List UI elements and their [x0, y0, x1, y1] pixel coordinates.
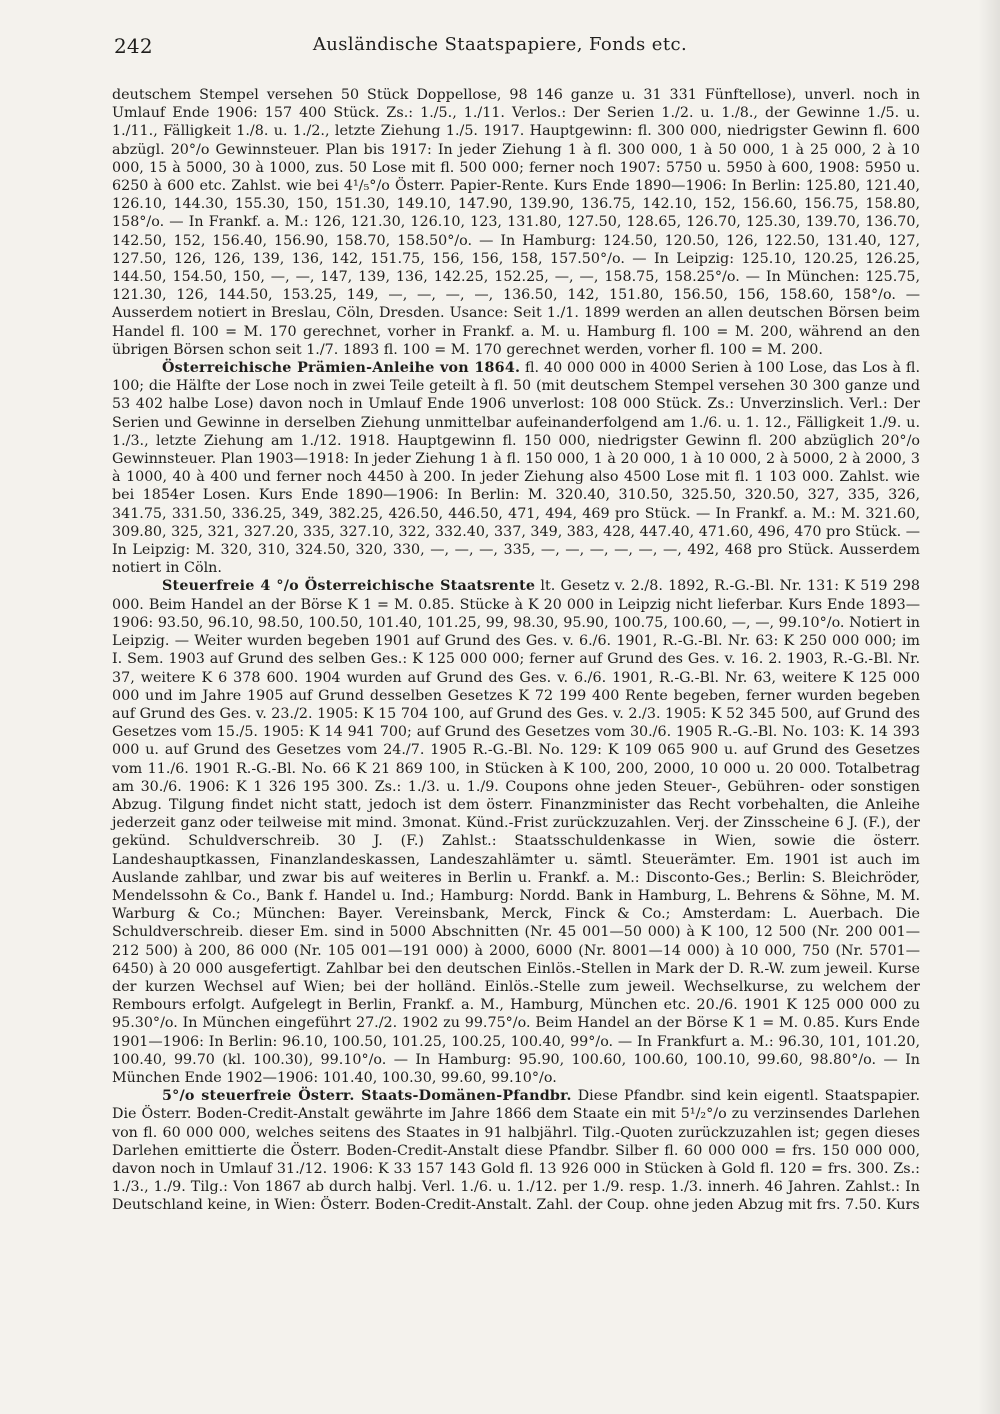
continued-paragraph [112, 86, 920, 359]
entry-text: Diese Pfandbr. sind kein eigentl. Staatspapier. Die Österr. Boden-Credit-Anstalt gewährte im Jahre 1866 dem Staate ein mit 5¹/₂°/o zu verzinsendes Darlehen von fl. 60 000 000, welches seitens des Staates in 91 halbjährl. Tilg.-Quoten zurückzuzahlen ist; gegen dieses Darlehen emittierte die Österr. Boden-Credit-Anstalt diese Pfandbr. Silber fl. 60 000 000 = frs. 150 000 000, davon noch in Umlauf 31./12. 1906: K 33 157 143 Gold fl. 13 926 000 in Stücken à Gold fl. 120 = frs. 300. Zs.: 1./3., 1./9. Tilg.: Von 1867 ab durch halbj. Verl. 1./6. u. 1./12. per 1./9. resp. 1./3. innerh. 46 Jahren. Zahlst.: In Deutschland keine, in Wien: Österr. Boden-Credit-Anstalt. Zahl. der Coup. ohne jeden Abzug mit frs. 7.50. Kurs [112, 1088, 920, 1214]
entry-heading: Steuerfreie 4 °/o Österreichische Staatsrente [162, 578, 536, 595]
paragraph-text: deutschem Stempel versehen 50 Stück Doppellose, 98 146 ganze u. 31 331 Fünftellose), unverl. noch in Umlauf Ende 1906: 157 400 Stück. Zs.: 1./5., 1./11. Verlos.: Der Serien 1./2. u. 1./8., der Gewinne 1./5. u. 1./11., Fälligkeit 1./8. u. 1./2., letzte Ziehung 1./5. 1917. Hauptgewinn: fl. 300 000, niedrigster Gewinn fl. 600 abzügl. 20°/o Gewinnsteuer. Plan bis 1917: In jeder Ziehung 1 à fl. 300 000, 1 à 50 000, 1 à 25 000, 2 à 10 000, 15 à 5000, 30 à 1000, zus. 50 Lose mit fl. 500 000; ferner noch 1907: 5750 u. 5950 à 600, 1908: 5950 u. 6250 à 600 etc. Zahlst. wie bei 4¹/₅°/o Österr. Papier-Rente. Kurs Ende 1890—1906: In Berlin: 125.80, 121.40, 126.10, 144.30, 155.30, 150, 151.30, 149.10, 147.90, 139.90, 136.75, 142.10, 152, 156.60, 156.75, 158.80, 158°/o. — In Frankf. a. M.: 126, 121.30, 126.10, 123, 131.80, 127.50, 128.65, 126.70, 125.30, 139.70, 136.70, 142.50, 152, 156.40, 156.90, 158.70, 158.50°/o. — In Hamburg: 124.50, 120.50, 126, 122.50, 131.40, 127, 127.50, 126, 126, 139, 136, 142, 151.75, 156, 156, 158, 157.50°/o. — In Leipzig: 125.10, 120.25, 126.25, 144.50, 154.50, 150, —, —, 147, 139, 136, 142.25, 152.25, —, —, 158.75, 158.25°/o. — In München: 125.75, 121.30, 126, 144.50, 153.25, 149, —, —, —, —, 136.50, 142, 151.80, 156.50, 156, 158.60, 158°/o. — Ausserdem notiert in Breslau, Cöln, Dresden. Usance: Seit 1./1. 1899 werden an allen deutschen Börsen beim Handel fl. 100 = M. 170 gerechnet, vorher in Frankf. a. M. u. Hamburg fl. 100 = M. 200, während an den übrigen Börsen schon seit 1./7. 1893 fl. 100 = M. 170 gerechnet werden, vorher fl. 100 = M. 200. [112, 87, 920, 358]
entry-text: fl. 40 000 000 in 4000 Serien à 100 Lose, das Los à fl. 100; die Hälfte der Lose noch in zwei Teile geteilt à fl. 50 (mit deutschem Stempel versehen 30 300 ganze und 53 402 halbe Lose) davon noch in Umlauf Ende 1906 unverlost: 108 000 Stück. Zs.: Unverzinslich. Verl.: Der Serien und Gewinne in derselben Ziehung unmittelbar aufeinanderfolgend am 1./6. u. 1. 12., Fälligkeit 1./9. u. 1./3., letzte Ziehung am 1./12. 1918. Hauptgewinn fl. 150 000, niedrigster Gewinn fl. 200 abzüglich 20°/o Gewinnsteuer. Plan 1903—1918: In jeder Ziehung 1 à fl. 150 000, 1 à 20 000, 1 à 10 000, 2 à 5000, 2 à 2000, 3 à 1000, 40 à 400 und ferner noch 4450 à 200. In jeder Ziehung also 4500 Lose mit fl. 1 103 000. Zahlst. wie bei 1854er Losen. Kurs Ende 1890—1906: In Berlin: M. 320.40, 310.50, 325.50, 320.50, 327, 335, 326, 341.75, 331.50, 336.25, 349, 382.25, 426.50, 446.50, 471, 494, 469 pro Stück. — In Frankf. a. M.: M. 321.60, 309.80, 325, 321, 327.20, 335, 327.10, 322, 332.40, 337, 349, 383, 428, 447.40, 471.60, 496, 470 pro Stück. — In Leipzig: M. 320, 310, 324.50, 320, 330, —, —, —, 335, —, —, —, —, —, —, 492, 468 pro Stück. Ausserdem notiert in Cöln. [112, 360, 920, 577]
entry-heading: Österreichische Prämien-Anleihe von 1864. [162, 360, 521, 377]
domain-pfandbrief-entry [112, 1087, 920, 1214]
entry-text: lt. Gesetz v. 2./8. 1892, R.-G.-Bl. Nr. 131: K 519 298 000. Beim Handel an der Börse K 1 = M. 0.85. Stücke à K 20 000 in Leipzig nicht lieferbar. Kurs Ende 1893—1906: 93.50, 96.10, 98.50, 100.50, 101.40, 101.25, 99, 98.30, 95.90, 100.75, 100.60, —, —, 99.10°/o. Notiert in Leipzig. — Weiter wurden begeben 1901 auf Grund des Ges. v. 6./6. 1901, R.-G.-Bl. Nr. 63: K 250 000 000; im I. Sem. 1903 auf Grund des selben Ges.: K 125 000 000; ferner auf Grund des Ges. v. 16. 2. 1903, R.-G.-Bl. Nr. 37, weitere K 6 378 600. 1904 wurden auf Grund des Ges. v. 6./6. 1901, R.-G.-Bl. Nr. 63, weitere K 125 000 000 und im Jahre 1905 auf Grund desselben Gesetzes K 72 199 400 Rente begeben, ferner wurden begeben auf Grund des Ges. v. 23./2. 1905: K 15 704 100, auf Grund des Ges. v. 2./3. 1905: K 52 345 500, auf Grund des Gesetzes vom 15./5. 1905: K 14 941 700; auf Grund des Gesetzes vom 30./6. 1905 R.-G.-Bl. No. 103: K. 14 393 000 u. auf Grund des Gesetzes vom 24./7. 1905 R.-G.-Bl. No. 129: K 109 065 900 u. auf Grund des Gesetzes vom 11./6. 1901 R.-G.-Bl. No. 66 K 21 869 100, in Stücken à K 100, 200, 2000, 10 000 u. 20 000. Totalbetrag am 30./6. 1906: K 1 326 195 300. Zs.: 1./3. u. 1./9. Coupons ohne jeden Steuer-, Gebühren- oder sonstigen Abzug. Tilgung findet nicht statt, jedoch ist dem österr. Finanzminister das Recht vorbehalten, die Anleihe jederzeit ganz oder teilweise mit mind. 3monat. Künd.-Frist zurückzuzahlen. Verj. der Zinsscheine 6 J. (F.), der gekünd. Schuldverschreib. 30 J. (F.) Zahlst.: Staatsschuldenkasse in Wien, sowie die österr. Landeshauptkassen, Finanzlandeskassen, Landeszahlämter u. sämtl. Steuerämter. Em. 1901 ist auch im Auslande zahlbar, und zwar bis auf weiteres in Berlin u. Frankf. a. M.: Disconto-Ges.; Berlin: S. Bleichröder, Mendelssohn & Co., Bank f. Handel u. Ind.; Hamburg: Nordd. Bank in Hamburg, L. Behrens & Söhne, M. M. Warburg & Co.; München: Bayer. Vereinsbank, Merck, Finck & Co.; Amsterdam: L. Auerbach. Die Schuldverschreib. dieser Em. sind in 5000 Abschnitten (Nr. 45 001—50 000) à K 100, 12 500 (Nr. 200 001—212 500) à 200, 86 000 (Nr. 105 001—191 000) à 2000, 6000 (Nr. 8001—14 000) à 10 000, 750 (Nr. 5701—6450) à 20 000 ausgefertigt. Zahlbar bei den deutschen Einlös.-Stellen in Mark der D. R.-W. zum jeweil. Kurse der kurzen Wechsel auf Wien; bei der holländ. Einlös.-Stelle zum jeweil. Wechselkurse, zu welchem der Rembours erfolgt. Aufgelegt in Berlin, Frankf. a. M., Hamburg, München etc. 20./6. 1901 K 125 000 000 zu 95.30°/o. In München eingeführt 27./2. 1902 zu 99.75°/o. Beim Handel an der Börse K 1 = M. 0.85. Kurs Ende 1901—1906: In Berlin: 96.10, 100.50, 101.25, 100.25, 100.40, 99°/o. — In Frankfurt a. M.: 96.30, 101, 101.20, 100.40, 99.70 (kl. 100.30), 99.10°/o. — In Hamburg: 95.90, 100.60, 100.60, 100.10, 99.60, 98.80°/o. — In München Ende 1902—1906: 101.40, 100.30, 99.60, 99.10°/o. [112, 578, 920, 1086]
page-number: 242 [114, 34, 153, 58]
premium-loan-1864-entry [112, 359, 920, 577]
state-rent-entry [112, 577, 920, 1087]
page-edge-shadow [978, 0, 1000, 1414]
page-header [114, 34, 886, 62]
running-title: Ausländische Staatspapiere, Fonds etc. [312, 34, 688, 55]
entry-heading: 5°/o steuerfreie Österr. Staats-Domänen-Pfandbr. [162, 1088, 572, 1105]
page-body [112, 86, 920, 1215]
